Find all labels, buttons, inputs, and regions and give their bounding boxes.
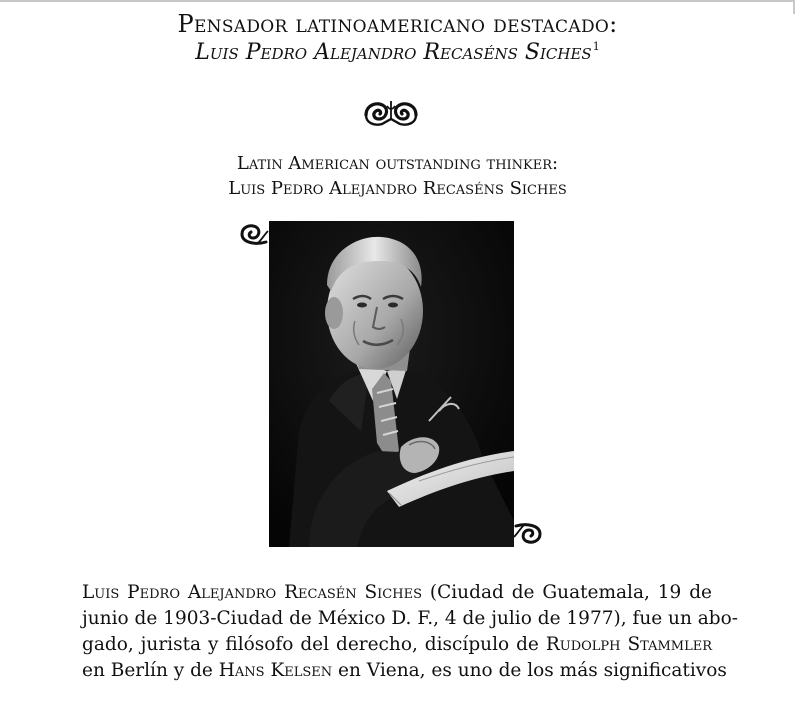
paragraph-line-4: [82, 658, 727, 684]
corner-fleuron-icon: [512, 520, 544, 546]
portrait-image: [269, 221, 514, 547]
line-text: gado, jurista y filósofo del derecho, discípulo de: [82, 634, 546, 655]
paragraph-line-2: junio de 1903-Ciudad de México D. F., 4 de julio de 1977), fue un abo-: [82, 608, 739, 629]
author-name-en: Luis Pedro Alejandro Recaséns Siches: [228, 178, 567, 199]
kelsen-name: Hans Kelsen: [218, 660, 333, 681]
fleuron-icon: [360, 98, 422, 128]
line-text: en Viena, es uno de los más significativos: [332, 660, 727, 681]
line-text: (Ciudad de Guatemala, 19 de: [422, 582, 713, 603]
top-border: [0, 0, 795, 2]
stammler-name: Rudolph Stammler: [545, 634, 713, 655]
page-subtitle-name: [0, 40, 795, 65]
footnote-ref[interactable]: 1: [592, 40, 600, 53]
author-name-es: Luis Pedro Alejandro Recaséns Siches: [195, 40, 592, 65]
page-title: Pensador latinoamericano destacado:: [177, 10, 618, 38]
portrait-photo: [269, 221, 514, 547]
paragraph-line-3: [82, 632, 712, 658]
subtitle-en: Latin American outstanding thinker:: [236, 153, 559, 174]
author-name-smallcaps: Luis Pedro Alejandro Recasén Siches: [82, 582, 422, 603]
paragraph-line-1: [82, 580, 712, 606]
line-text: en Berlín y de: [82, 660, 219, 681]
biography-paragraph: [82, 580, 739, 684]
corner-fleuron-icon: [238, 222, 270, 248]
